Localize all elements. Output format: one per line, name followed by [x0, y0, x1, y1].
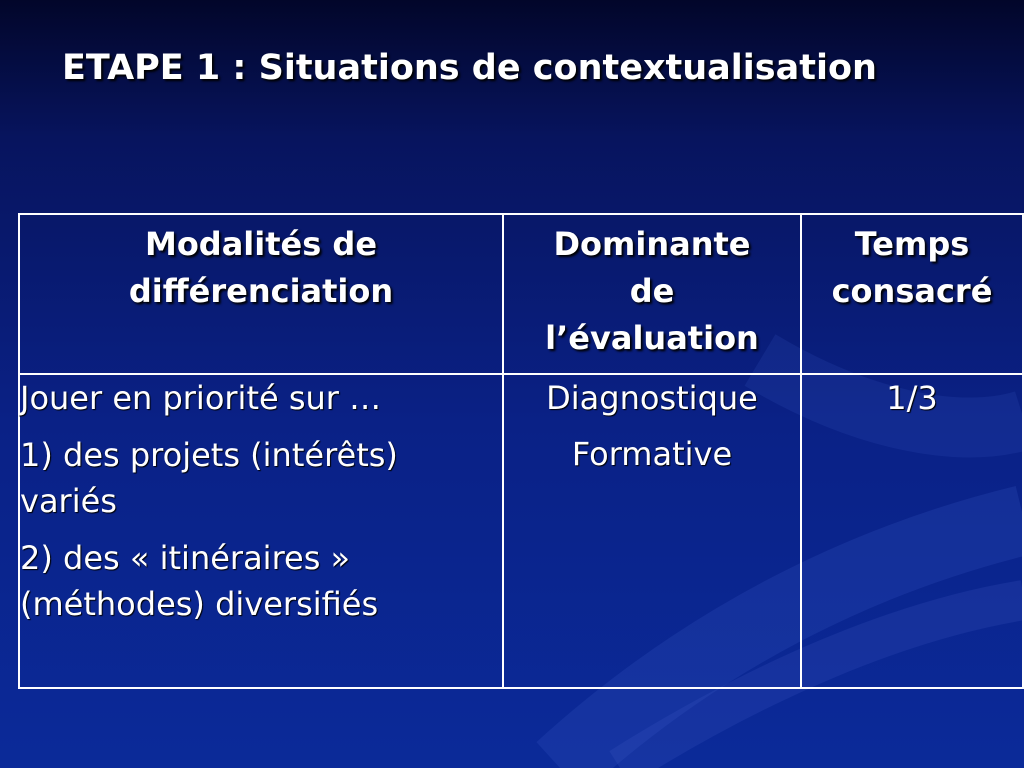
cell-line: 1/3 — [886, 379, 938, 417]
cell-dominante — [503, 374, 801, 688]
cell-line: 2) des « itinéraires » (méthodes) diversifiés — [20, 539, 379, 623]
header-temps — [801, 214, 1023, 374]
cell-modalites — [19, 374, 503, 688]
header-line: de — [629, 272, 675, 310]
cell-temps — [801, 374, 1023, 688]
cell-line: Formative — [571, 435, 733, 473]
cell-line: 1) des projets (intérêts) variés — [20, 436, 398, 520]
header-line: l’évaluation — [545, 319, 759, 357]
table-header-row — [19, 214, 1023, 374]
content-table — [18, 213, 1024, 689]
header-line: Dominante — [553, 225, 751, 263]
header-line: Modalités de — [144, 225, 378, 263]
header-line: Temps — [854, 225, 970, 263]
header-line: consacré — [831, 272, 993, 310]
header-line: différenciation — [128, 272, 394, 310]
cell-line: Jouer en priorité sur … — [20, 379, 382, 417]
header-modalites — [19, 214, 503, 374]
cell-line: Diagnostique — [546, 379, 758, 417]
slide-title: ETAPE 1 : Situations de contextualisation — [62, 48, 877, 88]
table-row — [19, 374, 1023, 688]
header-dominante — [503, 214, 801, 374]
